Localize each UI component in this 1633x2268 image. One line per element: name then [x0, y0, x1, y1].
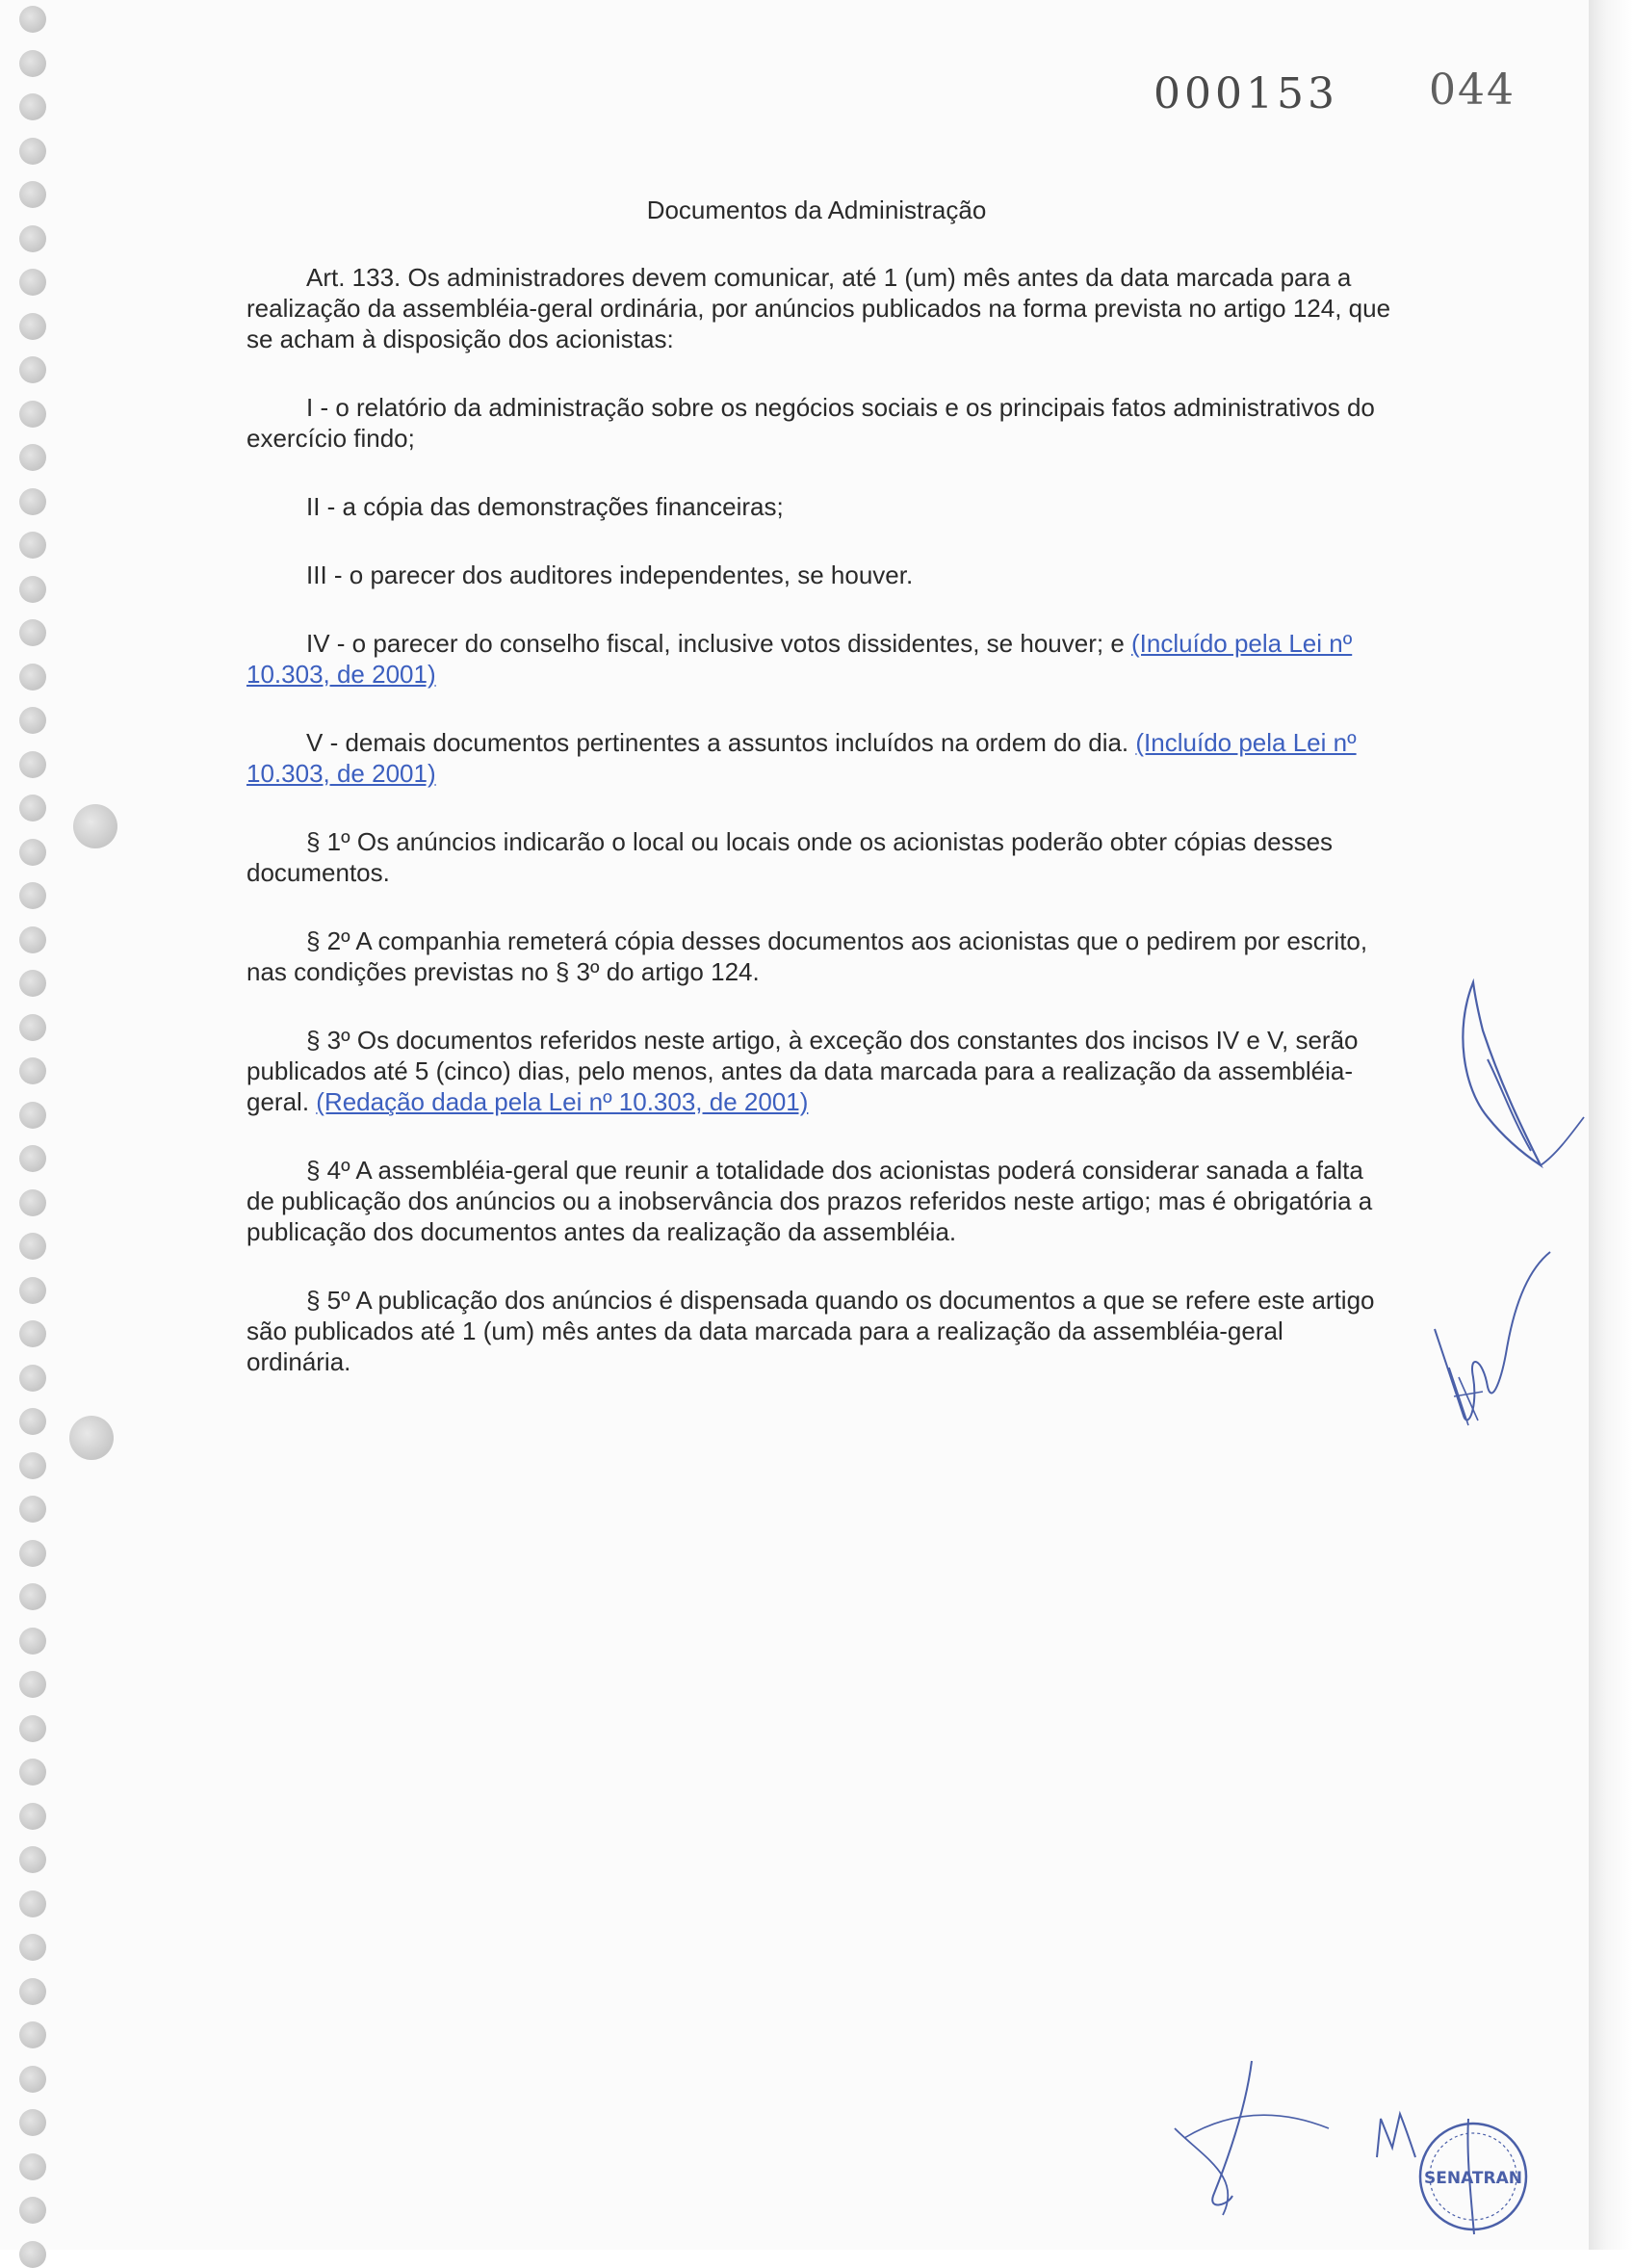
perforation-hole: [19, 970, 46, 997]
perforation-hole: [19, 1452, 46, 1479]
perforation-hole: [19, 1934, 46, 1961]
perforation-hole: [19, 2066, 46, 2093]
perforation-hole: [19, 664, 46, 691]
item-ii: II - a cópia das demonstrações financeiras;: [306, 492, 784, 521]
perforation-hole: [19, 50, 46, 77]
perforation-hole: [19, 1759, 46, 1786]
perforation-hole: [19, 1233, 46, 1260]
document-title: Documentos da Administração: [646, 196, 987, 224]
paragraph-3: [246, 1025, 1394, 1117]
perforation-hole: [19, 1057, 46, 1084]
perforation-hole: [19, 1102, 46, 1129]
perforation-hole: [19, 619, 46, 646]
perforation-hole: [19, 1890, 46, 1917]
perforation-hole: [19, 1803, 46, 1830]
perforation-hole: [19, 93, 46, 120]
sheet-number-stamp: 044: [1429, 65, 1516, 115]
paragraph-5: § 5º A publicação dos anúncios é dispensada quando os documentos a que se refere este artigo são publicados até 1 (um) mês antes da data marcada para a realização da assembléia-geral ordinária.: [246, 1286, 1375, 1376]
perforation-hole: [19, 356, 46, 383]
item-v-law-link[interactable]: (Incluído pela Lei nº 10.303, de 2001): [246, 728, 1357, 788]
item-iv: [246, 628, 1394, 690]
page-edge: [1589, 0, 1633, 2250]
perforation-hole: [19, 926, 46, 953]
perforation-hole: [19, 1189, 46, 1216]
paragraph-1: § 1º Os anúncios indicarão o local ou locais onde os acionistas poderão obter cópias desses documentos.: [246, 827, 1334, 887]
margin-initials-signature-2: [1425, 1233, 1569, 1464]
perforation-hole: [19, 1628, 46, 1655]
perforation-hole: [19, 882, 46, 909]
binder-hole: [69, 1416, 114, 1460]
perforation-hole: [19, 2021, 46, 2048]
perforation-hole: [19, 1671, 46, 1698]
perforation-hole: [19, 2197, 46, 2224]
perforation-hole: [19, 138, 46, 165]
perforation-hole: [19, 488, 46, 515]
perforation-hole: [19, 1583, 46, 1610]
perforation-hole: [19, 225, 46, 252]
item-iv-text: IV - o parecer do conselho fiscal, inclusive votos dissidentes, se houver; e: [306, 629, 1125, 658]
perforation-hole: [19, 707, 46, 734]
paragraph-3-text: § 3º Os documentos referidos neste artigo, à exceção dos constantes dos incisos IV e V, serão publicados até 5 (cinco) dias, pelo menos, antes da data marcada para a realização da assembléia-geral.: [246, 1026, 1359, 1116]
perforation-hole: [19, 313, 46, 340]
document-body: [246, 262, 1394, 1415]
seal-text: SENATRAN: [1424, 2169, 1522, 2188]
perforation-hole: [19, 1978, 46, 2005]
perforation-hole: [19, 6, 46, 33]
page-number-stamp: 000153: [1153, 69, 1338, 118]
perforation-hole: [19, 269, 46, 296]
perforation-hole: [19, 1846, 46, 1873]
item-iii: III - o parecer dos auditores independentes, se houver.: [306, 560, 914, 589]
item-v: [246, 727, 1394, 789]
perforation-hole: [19, 1014, 46, 1041]
perforation-hole: [19, 1365, 46, 1392]
perforation-hole: [19, 839, 46, 866]
bottom-signature: [1155, 2051, 1348, 2225]
paragraph-3-law-link[interactable]: (Redação dada pela Lei nº 10.303, de 2001): [316, 1087, 809, 1116]
perforation-hole: [19, 1715, 46, 1742]
paragraph-4: § 4º A assembléia-geral que reunir a totalidade dos acionistas poderá considerar sanada a falta de publicação dos anúncios ou a inobservância dos prazos referidos neste artigo; mas é obrigatória a publicação dos documentos antes da realização da assembléia.: [246, 1156, 1373, 1246]
perforation-hole: [19, 2153, 46, 2180]
official-seal: [1411, 2114, 1536, 2239]
perforation-holes: [0, 0, 58, 2250]
item-i: I - o relatório da administração sobre os negócios sociais e os principais fatos administrativos do exercício findo;: [246, 393, 1375, 453]
perforation-hole: [19, 1408, 46, 1435]
perforation-hole: [19, 2241, 46, 2268]
item-v-text: V - demais documentos pertinentes a assuntos incluídos na ordem do dia.: [306, 728, 1129, 757]
article-133: Art. 133. Os administradores devem comunicar, até 1 (um) mês antes da data marcada para a realização da assembléia-geral ordinária, por anúncios publicados na forma prevista no artigo 124, que se acham à disposição dos acionistas:: [246, 263, 1391, 353]
perforation-hole: [19, 444, 46, 471]
perforation-hole: [19, 576, 46, 603]
perforation-hole: [19, 1145, 46, 1172]
perforation-hole: [19, 1496, 46, 1523]
item-iv-law-link[interactable]: (Incluído pela Lei nº 10.303, de 2001): [246, 629, 1353, 689]
perforation-hole: [19, 1540, 46, 1567]
paragraph-2: § 2º A companhia remeterá cópia desses documentos aos acionistas que o pedirem por escrito, nas condições previstas no § 3º do artigo 124.: [246, 926, 1368, 986]
binder-hole: [73, 804, 117, 848]
perforation-hole: [19, 751, 46, 778]
margin-initials-signature-1: [1435, 973, 1589, 1194]
perforation-hole: [19, 1320, 46, 1347]
perforation-hole: [19, 2109, 46, 2136]
perforation-hole: [19, 1277, 46, 1304]
perforation-hole: [19, 401, 46, 428]
perforation-hole: [19, 532, 46, 559]
perforation-hole: [19, 795, 46, 821]
